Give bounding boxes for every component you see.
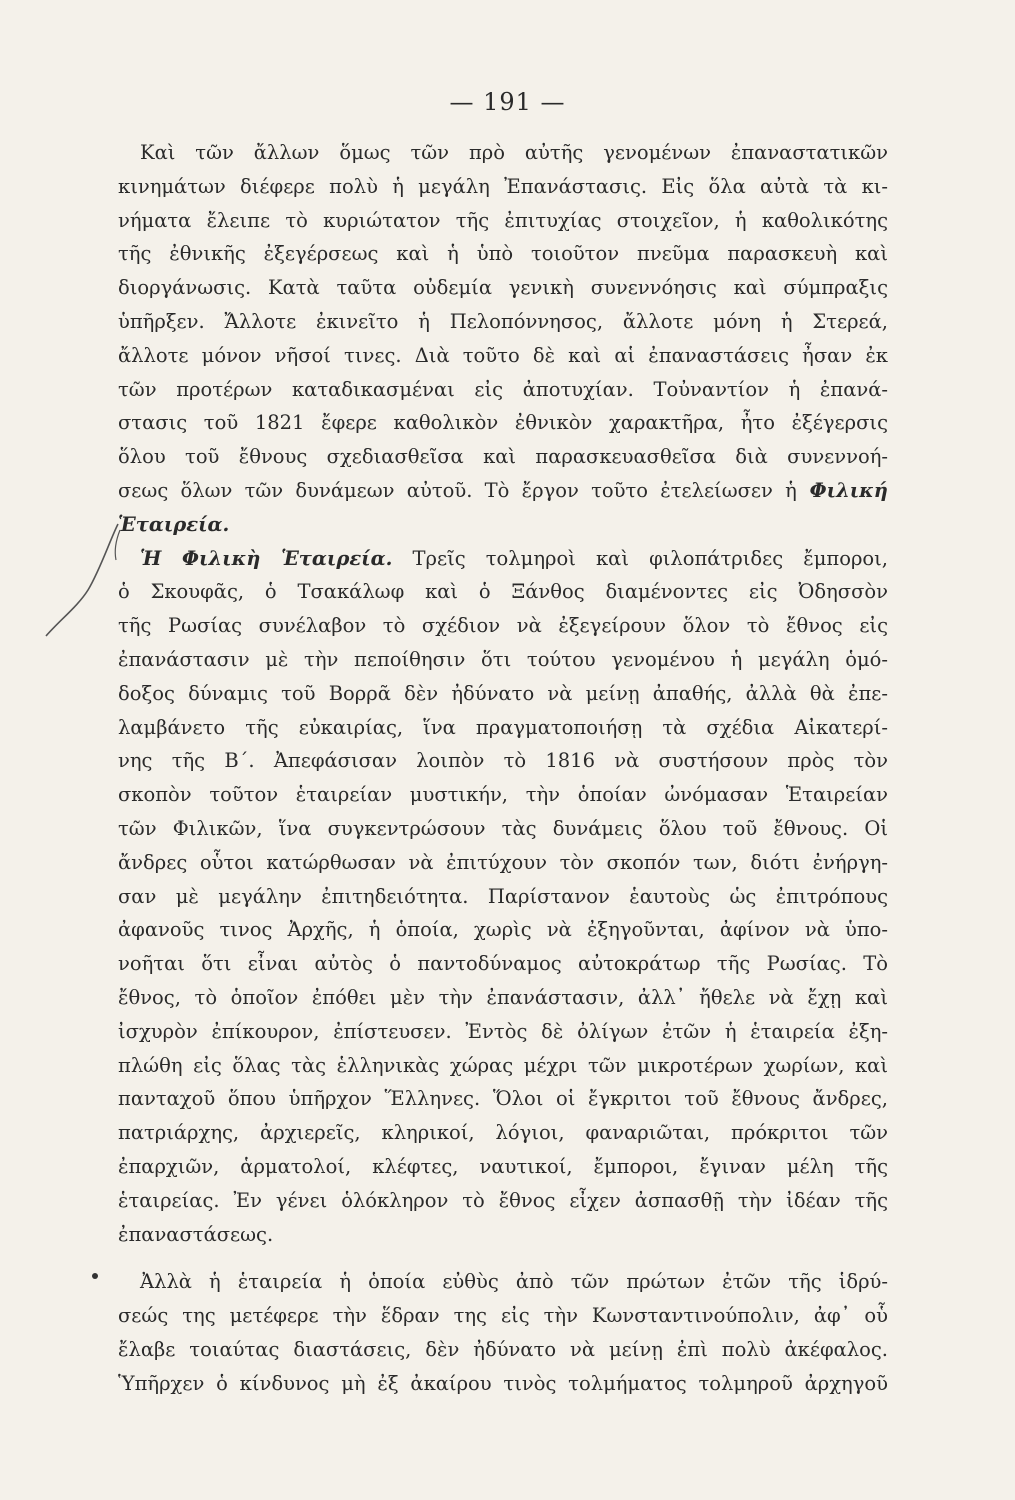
text-line: ἄλλοτε μόνον νῆσοί τινες. Διὰ τοῦτο δὲ καὶ αἱ ἐπαναστάσεις ἦσαν ἐκ: [118, 343, 888, 367]
text-line: ἔλαβε τοιαύτας διαστάσεις, δὲν ἠδύνατο νὰ μείνῃ ἐπὶ πολὺ ἀκέφαλος.: [118, 1337, 888, 1361]
text-line: πλώθη εἰς ὅλας τὰς ἑλληνικὰς χώρας μέχρι τῶν μικροτέρων χωρίων, καὶ: [118, 1053, 888, 1077]
text-line-emphasis: Ἑταιρεία.: [118, 512, 230, 536]
text-line: σκοπὸν τοῦτον ἑταιρείαν μυστικήν, τὴν ὁποίαν ὠνόμασαν Ἑταιρείαν: [118, 783, 888, 807]
text-line: ὁ Σκουφᾶς, ὁ Τσακάλωφ καὶ ὁ Ξάνθος διαμένοντες εἰς Ὀδησσὸν: [118, 580, 888, 604]
section-heading-line: Ἡ Φιλικὴ Ἑταιρεία. Τρεῖς τολμηροὶ καὶ φιλοπάτριδες ἔμποροι,: [140, 546, 888, 570]
text-line: ἰσχυρὸν ἐπίκουρον, ἐπίστευσεν. Ἐντὸς δὲ ὀλίγων ἐτῶν ἡ ἑταιρεία ἐξη-: [118, 1019, 888, 1043]
margin-dot: [92, 1273, 98, 1279]
text-line: Ἀλλὰ ἡ ἑταιρεία ἡ ὁποία εὐθὺς ἀπὸ τῶν πρώτων ἐτῶν τῆς ἱδρύ-: [140, 1270, 888, 1294]
text-line: διοργάνωσις. Κατὰ ταῦτα οὐδεμία γενικὴ συνεννόησις καὶ σύμπραξις: [118, 276, 888, 300]
text-line: ὅλου τοῦ ἔθνους σχεδιασθεῖσα καὶ παρασκευασθεῖσα διὰ συνεννοή-: [118, 445, 888, 469]
text-line: Καὶ τῶν ἄλλων ὅμως τῶν πρὸ αὐτῆς γενομένων ἐπαναστατικῶν: [140, 141, 888, 164]
text-line: ἔθνος, τὸ ὁποῖον ἐπόθει μὲν τὴν ἐπανάστασιν, ἀλλ᾽ ἤθελε νὰ ἔχῃ καὶ: [118, 985, 888, 1009]
text-line: σαν μὲ μεγάλην ἐπιτηδειότητα. Παρίστανον ἑαυτοὺς ὡς ἐπιτρόπους: [118, 884, 888, 908]
text-line: νήματα ἔλειπε τὸ κυριώτατον τῆς ἐπιτυχίας στοιχεῖον, ἡ καθολικότης: [118, 208, 888, 232]
pencil-margin-mark: [40, 520, 130, 640]
text-line: Ὑπῆρχεν ὁ κίνδυνος μὴ ἐξ ἀκαίρου τινὸς τολμήματος τολμηροῦ ἀρχηγοῦ: [118, 1371, 888, 1395]
page-number: — 191 —: [449, 88, 566, 116]
text-line: νης τῆς Β΄. Ἀπεφάσισαν λοιπὸν τὸ 1816 νὰ συστήσουν πρὸς τὸν: [118, 749, 888, 773]
text-line: ἀφανοῦς τινος Ἀρχῆς, ἡ ὁποία, χωρὶς νὰ ἐξηγοῦνται, ἀφίνον νὰ ὑπο-: [118, 918, 888, 942]
text-line: ἐπανάστασιν μὲ τὴν πεποίθησιν ὅτι τούτου γενομένου ἡ μεγάλη ὁμό-: [118, 647, 888, 671]
emphasis-run: Φιλική: [796, 478, 888, 502]
text-line: ἄνδρες οὗτοι κατώρθωσαν νὰ ἐπιτύχουν τὸν σκοπόν των, διότι ἐνήργη-: [118, 850, 888, 874]
body-text: [118, 136, 888, 1400]
text-line: λαμβάνετο τῆς εὐκαιρίας, ἵνα πραγματοποιήσῃ τὰ σχέδια Αἰκατερί-: [118, 715, 888, 739]
text-line: πανταχοῦ ὅπου ὑπῆρχον Ἕλληνες. Ὅλοι οἱ ἔγκριτοι τοῦ ἔθνους ἄνδρες,: [118, 1087, 888, 1111]
text-line: κινημάτων διέφερε πολὺ ἡ μεγάλη Ἐπανάστασις. Εἰς ὅλα αὐτὰ τὰ κι-: [118, 174, 888, 198]
text-line: ἐπαρχιῶν, ἁρματολοί, κλέφτες, ναυτικοί, ἔμποροι, ἔγιναν μέλη τῆς: [118, 1154, 888, 1178]
text-line: ὑπῆρξεν. Ἄλλοτε ἐκινεῖτο ἡ Πελοπόννησος, ἄλλοτε μόνη ἡ Στερεά,: [118, 309, 888, 333]
text-line: ἑταιρείας. Ἐν γένει ὁλόκληρον τὸ ἔθνος εἶχεν ἀσπασθῇ τὴν ἰδέαν τῆς: [118, 1188, 888, 1212]
text-line: νοῆται ὅτι εἶναι αὐτὸς ὁ παντοδύναμος αὐτοκράτωρ τῆς Ρωσίας. Τὸ: [118, 952, 888, 976]
text-line: τῶν Φιλικῶν, ἵνα συγκεντρώσουν τὰς δυνάμεις ὅλου τοῦ ἔθνους. Οἱ: [118, 816, 888, 840]
text-line: σεώς της μετέφερε τὴν ἕδραν της εἰς τὴν Κωνσταντινούπολιν, ἀφ᾽ οὗ: [118, 1304, 888, 1328]
text-line: τῆς ἐθνικῆς ἐξεγέρσεως καὶ ἡ ὑπὸ τοιοῦτον πνεῦμα παρασκευὴ καὶ: [118, 242, 888, 266]
text-line: στασις τοῦ 1821 ἔφερε καθολικὸν ἐθνικὸν χαρακτῆρα, ἦτο ἐξέγερσις: [118, 411, 888, 435]
text-line: δοξος δύναμις τοῦ Βορρᾶ δὲν ἠδύνατο νὰ μείνῃ ἀπαθής, ἀλλὰ θὰ ἐπε-: [118, 681, 888, 705]
text-line: τῶν προτέρων καταδικασμέναι εἰς ἀποτυχίαν. Τοὐναντίον ἡ ἐπανά-: [118, 377, 888, 401]
section-heading: Ἡ Φιλικὴ Ἑταιρεία.: [140, 546, 393, 570]
text-line: τῆς Ρωσίας συνέλαβον τὸ σχέδιον νὰ ἐξεγείρουν ὅλον τὸ ἔθνος εἰς: [118, 614, 888, 638]
text-line: σεως ὅλων τῶν δυνάμεων αὐτοῦ. Τὸ ἔργον τοῦτο ἐτελείωσεν ἡ Φιλική: [118, 478, 888, 502]
text-line: πατριάρχης, ἀρχιερεῖς, κληρικοί, λόγιοι, φαναριῶται, πρόκριτοι τῶν: [118, 1121, 888, 1145]
text-line: ἐπαναστάσεως.: [118, 1222, 274, 1246]
